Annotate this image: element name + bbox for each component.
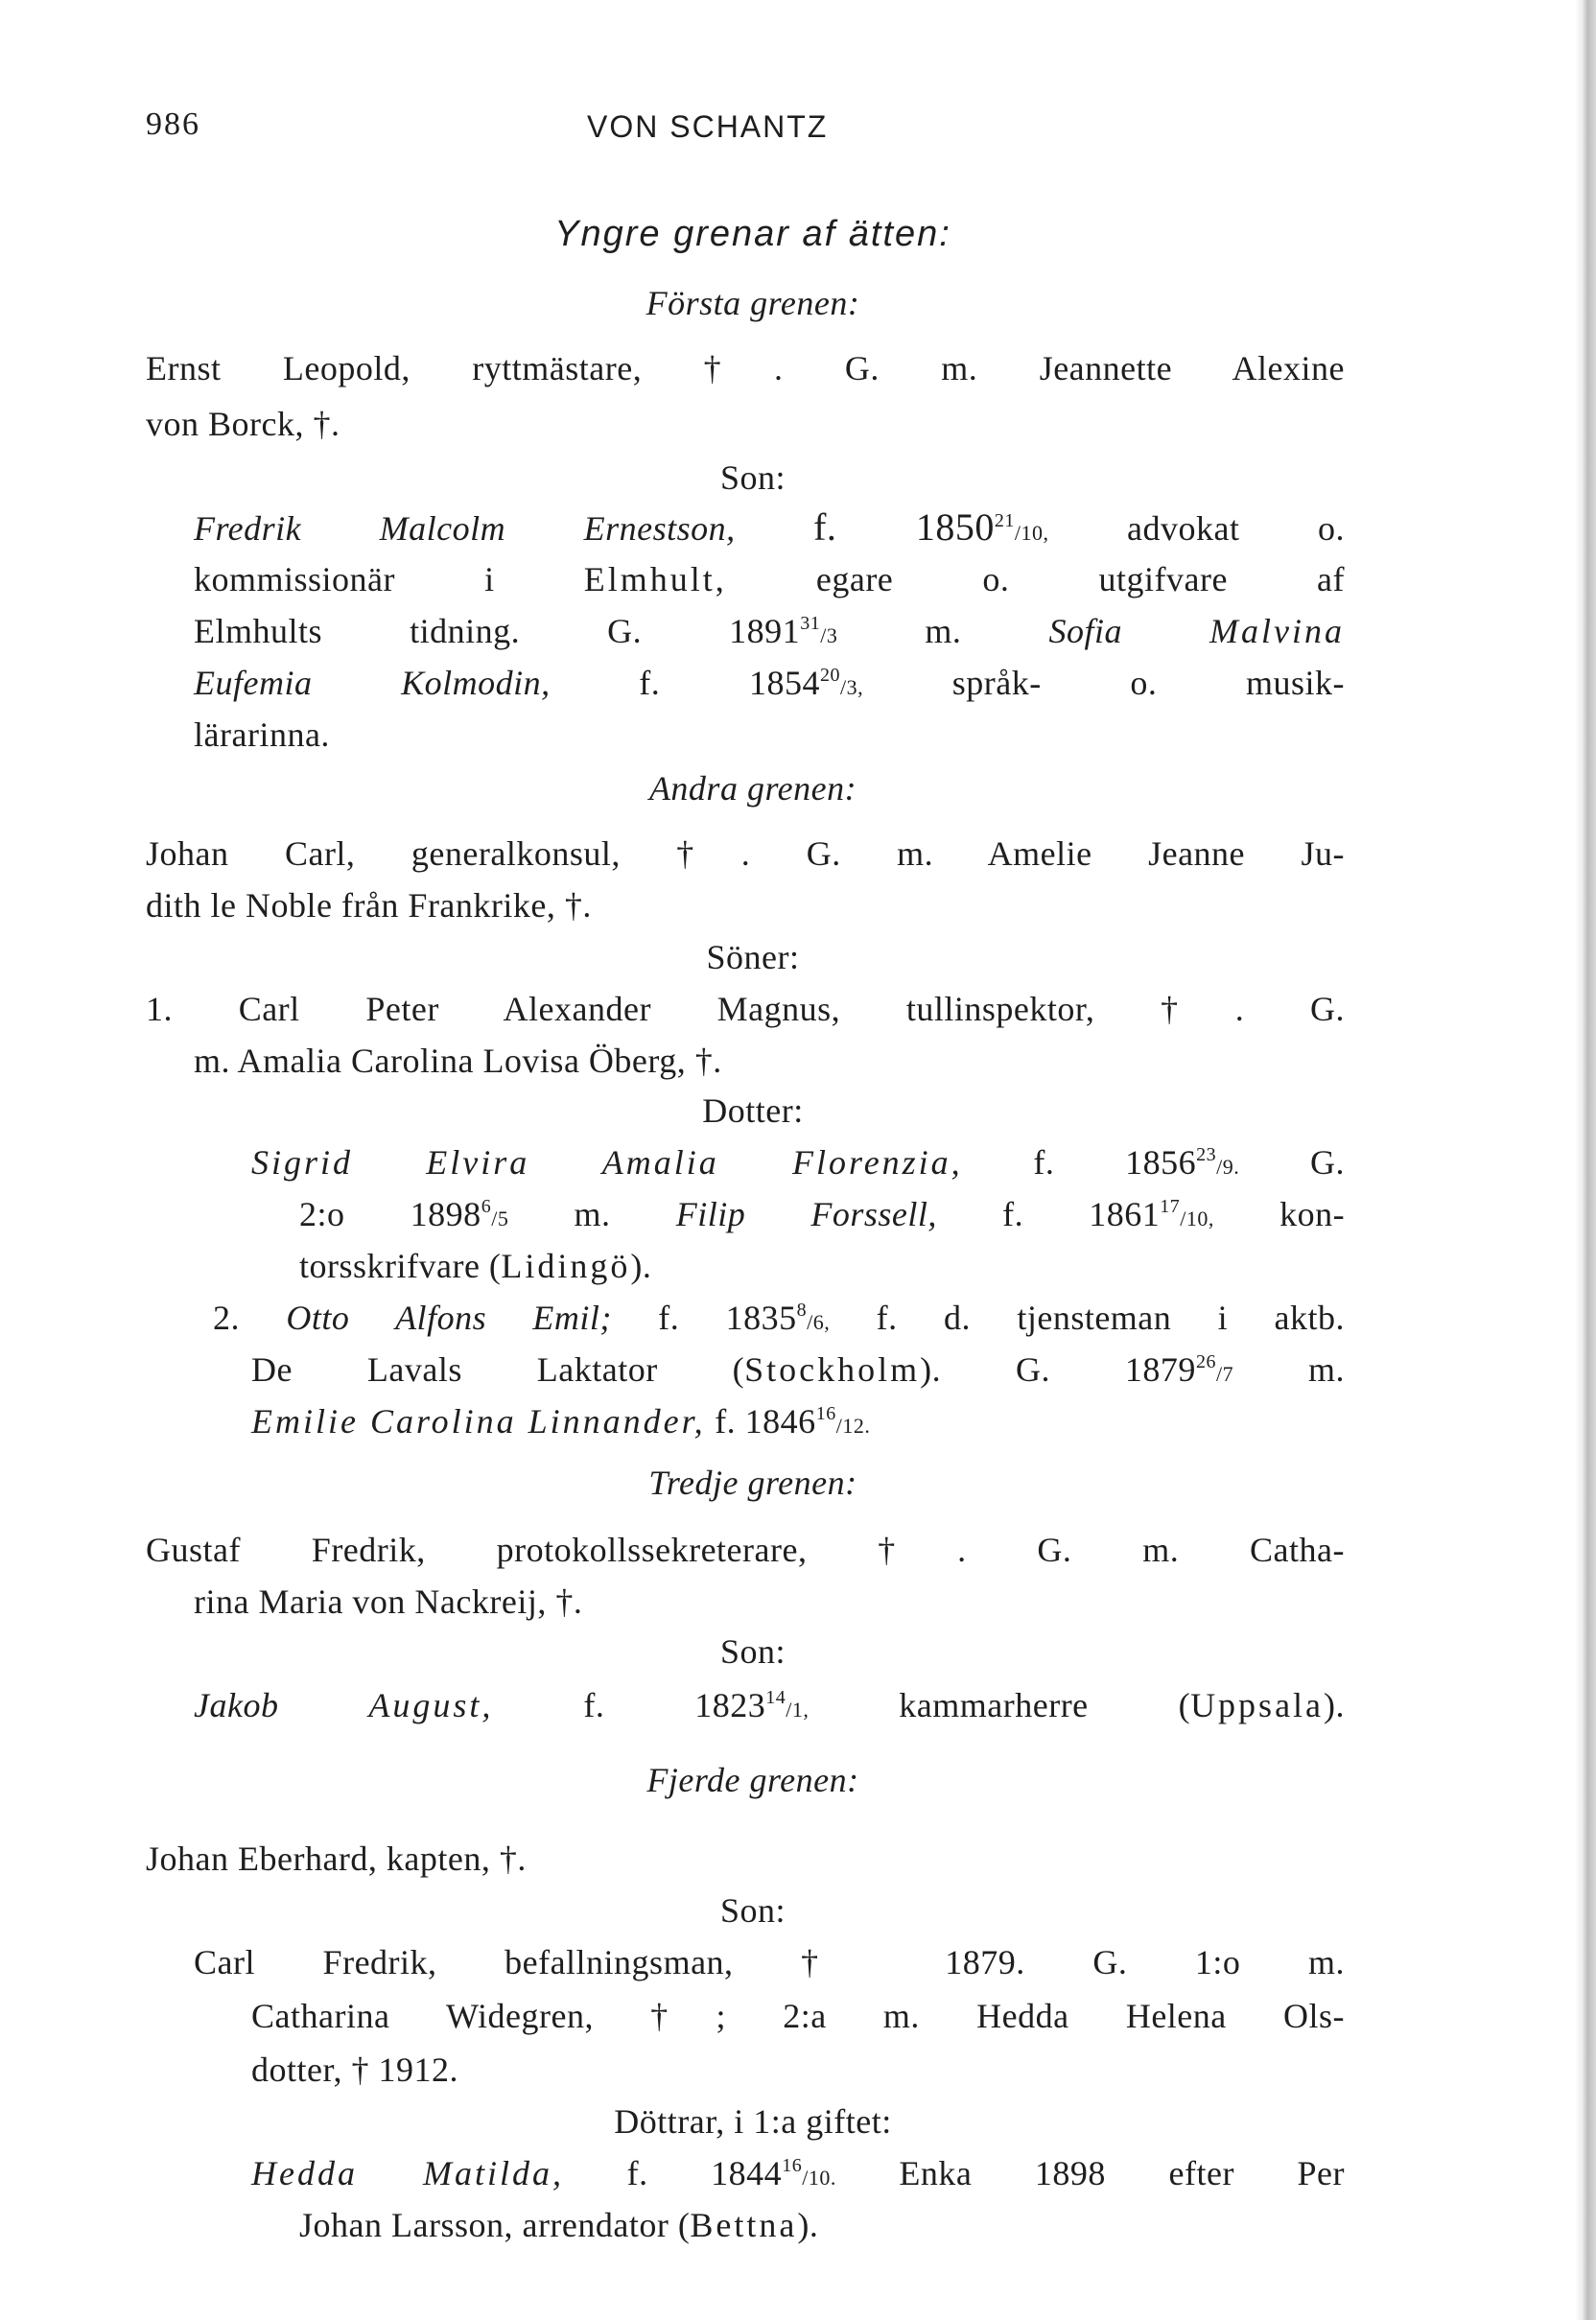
branch4-son-label: Son: — [719, 1891, 786, 1930]
date-day: 23 — [1196, 1144, 1217, 1165]
branch-title-4: Fjerde grenen: — [646, 1761, 859, 1799]
date-month: 6, — [812, 1310, 831, 1334]
branch3-line1: Gustaf Fredrik, protokollssekreterare, †. G. m. Catha- — [146, 1531, 1345, 1569]
page-edge-shadow — [1575, 0, 1596, 2320]
person-name: Eufemia Kolmodin, — [194, 664, 551, 702]
birth-year: f. 1823 — [583, 1686, 766, 1724]
text-segment: torsskrifvare ( — [299, 1247, 502, 1285]
branch1-son-line3: Elmhults tidning. G. 1891$^{31}$/3 m. Sofia Malvina — [194, 612, 1346, 650]
branch2-son1-line2: m. Amalia Carolina Lovisa Öberg, †. — [194, 1042, 722, 1080]
branch4-daughter-line1: Hedda Matilda, f. 1844$^{16}$/10. Enka 1898 efter Per — [251, 2154, 1345, 2192]
text-segment: Johan Larsson, arrendator ( — [299, 2206, 691, 2244]
text-segment: m. — [925, 612, 962, 650]
birth-year: f. 1844 — [626, 2154, 783, 2192]
text-segment: egare o. utgifvare af — [815, 560, 1346, 598]
person-name: Otto Alfons Emil; — [286, 1299, 612, 1337]
place-name: Bettna — [690, 2206, 798, 2244]
date-month: 10, — [1021, 521, 1049, 545]
place-name: Stockholm — [744, 1350, 921, 1389]
date-month: 7 — [1222, 1362, 1234, 1386]
place-name: Lidingö — [501, 1247, 631, 1285]
text-segment: De Lavals Laktator ( — [251, 1350, 745, 1389]
branch2-daughter-label: Dotter: — [702, 1091, 804, 1130]
page-number: 986 — [146, 106, 200, 142]
branch-title-3: Tredje grenen: — [648, 1464, 857, 1502]
date-month: 5 — [497, 1207, 509, 1230]
branch1-line1: Ernst Leopold, ryttmästare, †. G. m. Jeannette Alexine — [146, 349, 1345, 387]
person-name: Emilie Carolina Linnander, — [251, 1402, 706, 1441]
occupation: f. d. tjensteman i aktb. — [876, 1299, 1345, 1337]
branch2-sons-label: Söner: — [706, 938, 800, 976]
branch2-son2-line3: Emilie Carolina Linnander, f. 1846$^{16}$/12. — [251, 1402, 871, 1441]
date-month: 1, — [791, 1698, 810, 1722]
branch4-son-line3: dotter, † 1912. — [251, 2051, 459, 2089]
date-day: 20 — [819, 665, 840, 686]
person-name: Sofia — [1048, 612, 1122, 650]
birth-year: f. 1856 — [1033, 1143, 1197, 1182]
date-day: 31 — [800, 613, 821, 634]
place-name: Elmhult, — [583, 560, 727, 598]
branch2-son1-line1: 1. Carl Peter Alexander Magnus, tullinspektor, †. G. — [146, 990, 1345, 1028]
branch2-daughter-line2: 2:o 1898$^6$/5 m. Filip Forssell, f. 1861$^{17}$/10, kon- — [299, 1195, 1346, 1233]
date-day: 26 — [1195, 1351, 1216, 1372]
person-name: August, — [368, 1686, 494, 1724]
date-month: 10. — [808, 2166, 836, 2190]
birth-year: f. 1835 — [658, 1299, 797, 1337]
date-day: 21 — [994, 510, 1015, 531]
date-day: 16 — [815, 1403, 836, 1424]
text-segment: Elmhults tidning. G. 1891 — [194, 612, 801, 650]
branch1-son-line5: lärarinna. — [194, 715, 330, 754]
person-name: Malvina — [1209, 612, 1346, 650]
person-name: Filip Forssell, — [675, 1195, 937, 1233]
birth-year: f. 1850 — [813, 505, 995, 549]
person-name: Jakob — [194, 1686, 279, 1724]
place-name: Uppsala — [1190, 1686, 1325, 1724]
branch1-line2: von Borck, †. — [146, 405, 340, 443]
date-day: 8 — [796, 1300, 808, 1321]
date-day: 16 — [782, 2155, 803, 2176]
branch4-son-line1: Carl Fredrik, befallningsman, † 1879. G. 1:o m. — [194, 1943, 1345, 1981]
text-segment: m. — [1307, 1350, 1345, 1389]
birth-year: f. 1861 — [1002, 1195, 1161, 1233]
branch1-son-line1: Fredrik Malcolm Ernestson, f. 1850$^{21}$/10, advokat o. — [194, 505, 1346, 549]
branch2-line1: Johan Carl, generalkonsul, †. G. m. Amelie Jeanne Ju- — [146, 834, 1345, 873]
section-heading: Yngre grenar af ätten: — [554, 214, 951, 254]
branch1-son-line2 — [194, 558, 1345, 600]
occupation: språk- o. musik- — [951, 664, 1346, 702]
branch4-son-line2: Catharina Widegren, †; 2:a m. Hedda Helena Ols- — [251, 1997, 1345, 2035]
text-segment: ). G. 1879 — [920, 1350, 1196, 1389]
branch2-daughter-line1: Sigrid Elvira Amalia Florenzia, f. 1856$^{23}$/9. G. — [251, 1143, 1345, 1182]
branch-title-2: Andra grenen: — [648, 769, 857, 808]
branch3-son-label: Son: — [719, 1632, 786, 1671]
date-month: 3, — [846, 675, 864, 699]
date-day: 14 — [765, 1687, 786, 1708]
branch3-son-line1: Jakob August, f. 1823$^{14}$/1, kammarherre (Uppsala). — [194, 1686, 1346, 1724]
date-day: 6 — [481, 1196, 492, 1217]
text-segment: 2:o 1898 — [299, 1195, 481, 1233]
text-segment: G. — [1310, 1143, 1345, 1182]
branch4-line1: Johan Eberhard, kapten, †. — [146, 1840, 527, 1878]
branch-title-1: Första grenen: — [645, 284, 860, 322]
text-segment: kon- — [1279, 1195, 1346, 1233]
birth-year: f. 1854 — [639, 664, 820, 702]
person-name: Hedda Matilda, — [251, 2154, 565, 2192]
branch4-daughter-line2 — [299, 2204, 818, 2246]
text-segment: kommissionär i — [194, 560, 495, 598]
branch2-son2-line1: 2. Otto Alfons Emil; f. 1835$^8$/6, f. d. tjensteman i aktb. — [213, 1299, 1345, 1337]
date-month: 3 — [826, 623, 838, 647]
branch4-daughters-label: Döttrar, i 1:a giftet: — [614, 2102, 892, 2141]
branch2-son2-line2: De Lavals Laktator (Stockholm). G. 1879$^{26}$/7 m. — [251, 1350, 1345, 1389]
list-number: 2. — [213, 1299, 240, 1337]
date-day: 17 — [1160, 1196, 1181, 1217]
person-name: Fredrik Malcolm Ernestson, — [194, 509, 736, 548]
running-title: VON SCHANTZ — [587, 109, 829, 144]
date-month: 9. — [1222, 1155, 1240, 1179]
text-segment: ). — [1324, 1686, 1346, 1724]
branch2-daughter-line3 — [299, 1245, 651, 1287]
branch1-son-line4: Eufemia Kolmodin, f. 1854$^{20}$/3, språk- o. musik- — [194, 664, 1346, 702]
occupation: advokat o. — [1127, 509, 1346, 548]
text-segment: ). — [797, 2206, 819, 2244]
text-segment: Enka 1898 efter Per — [899, 2154, 1345, 2192]
text-segment: ). — [630, 1247, 652, 1285]
occupation: kammarherre ( — [899, 1686, 1191, 1724]
branch3-line2: rina Maria von Nackreij, †. — [194, 1582, 583, 1621]
branch1-son-label: Son: — [719, 458, 786, 497]
text-segment: m. — [574, 1195, 611, 1233]
birth-year: f. 1846 — [715, 1402, 816, 1441]
date-month: 10, — [1185, 1207, 1214, 1230]
date-month: 12. — [842, 1414, 871, 1438]
person-name: Sigrid Elvira Amalia Florenzia, — [251, 1143, 963, 1182]
branch2-line2: dith le Noble från Frankrike, †. — [146, 886, 592, 925]
